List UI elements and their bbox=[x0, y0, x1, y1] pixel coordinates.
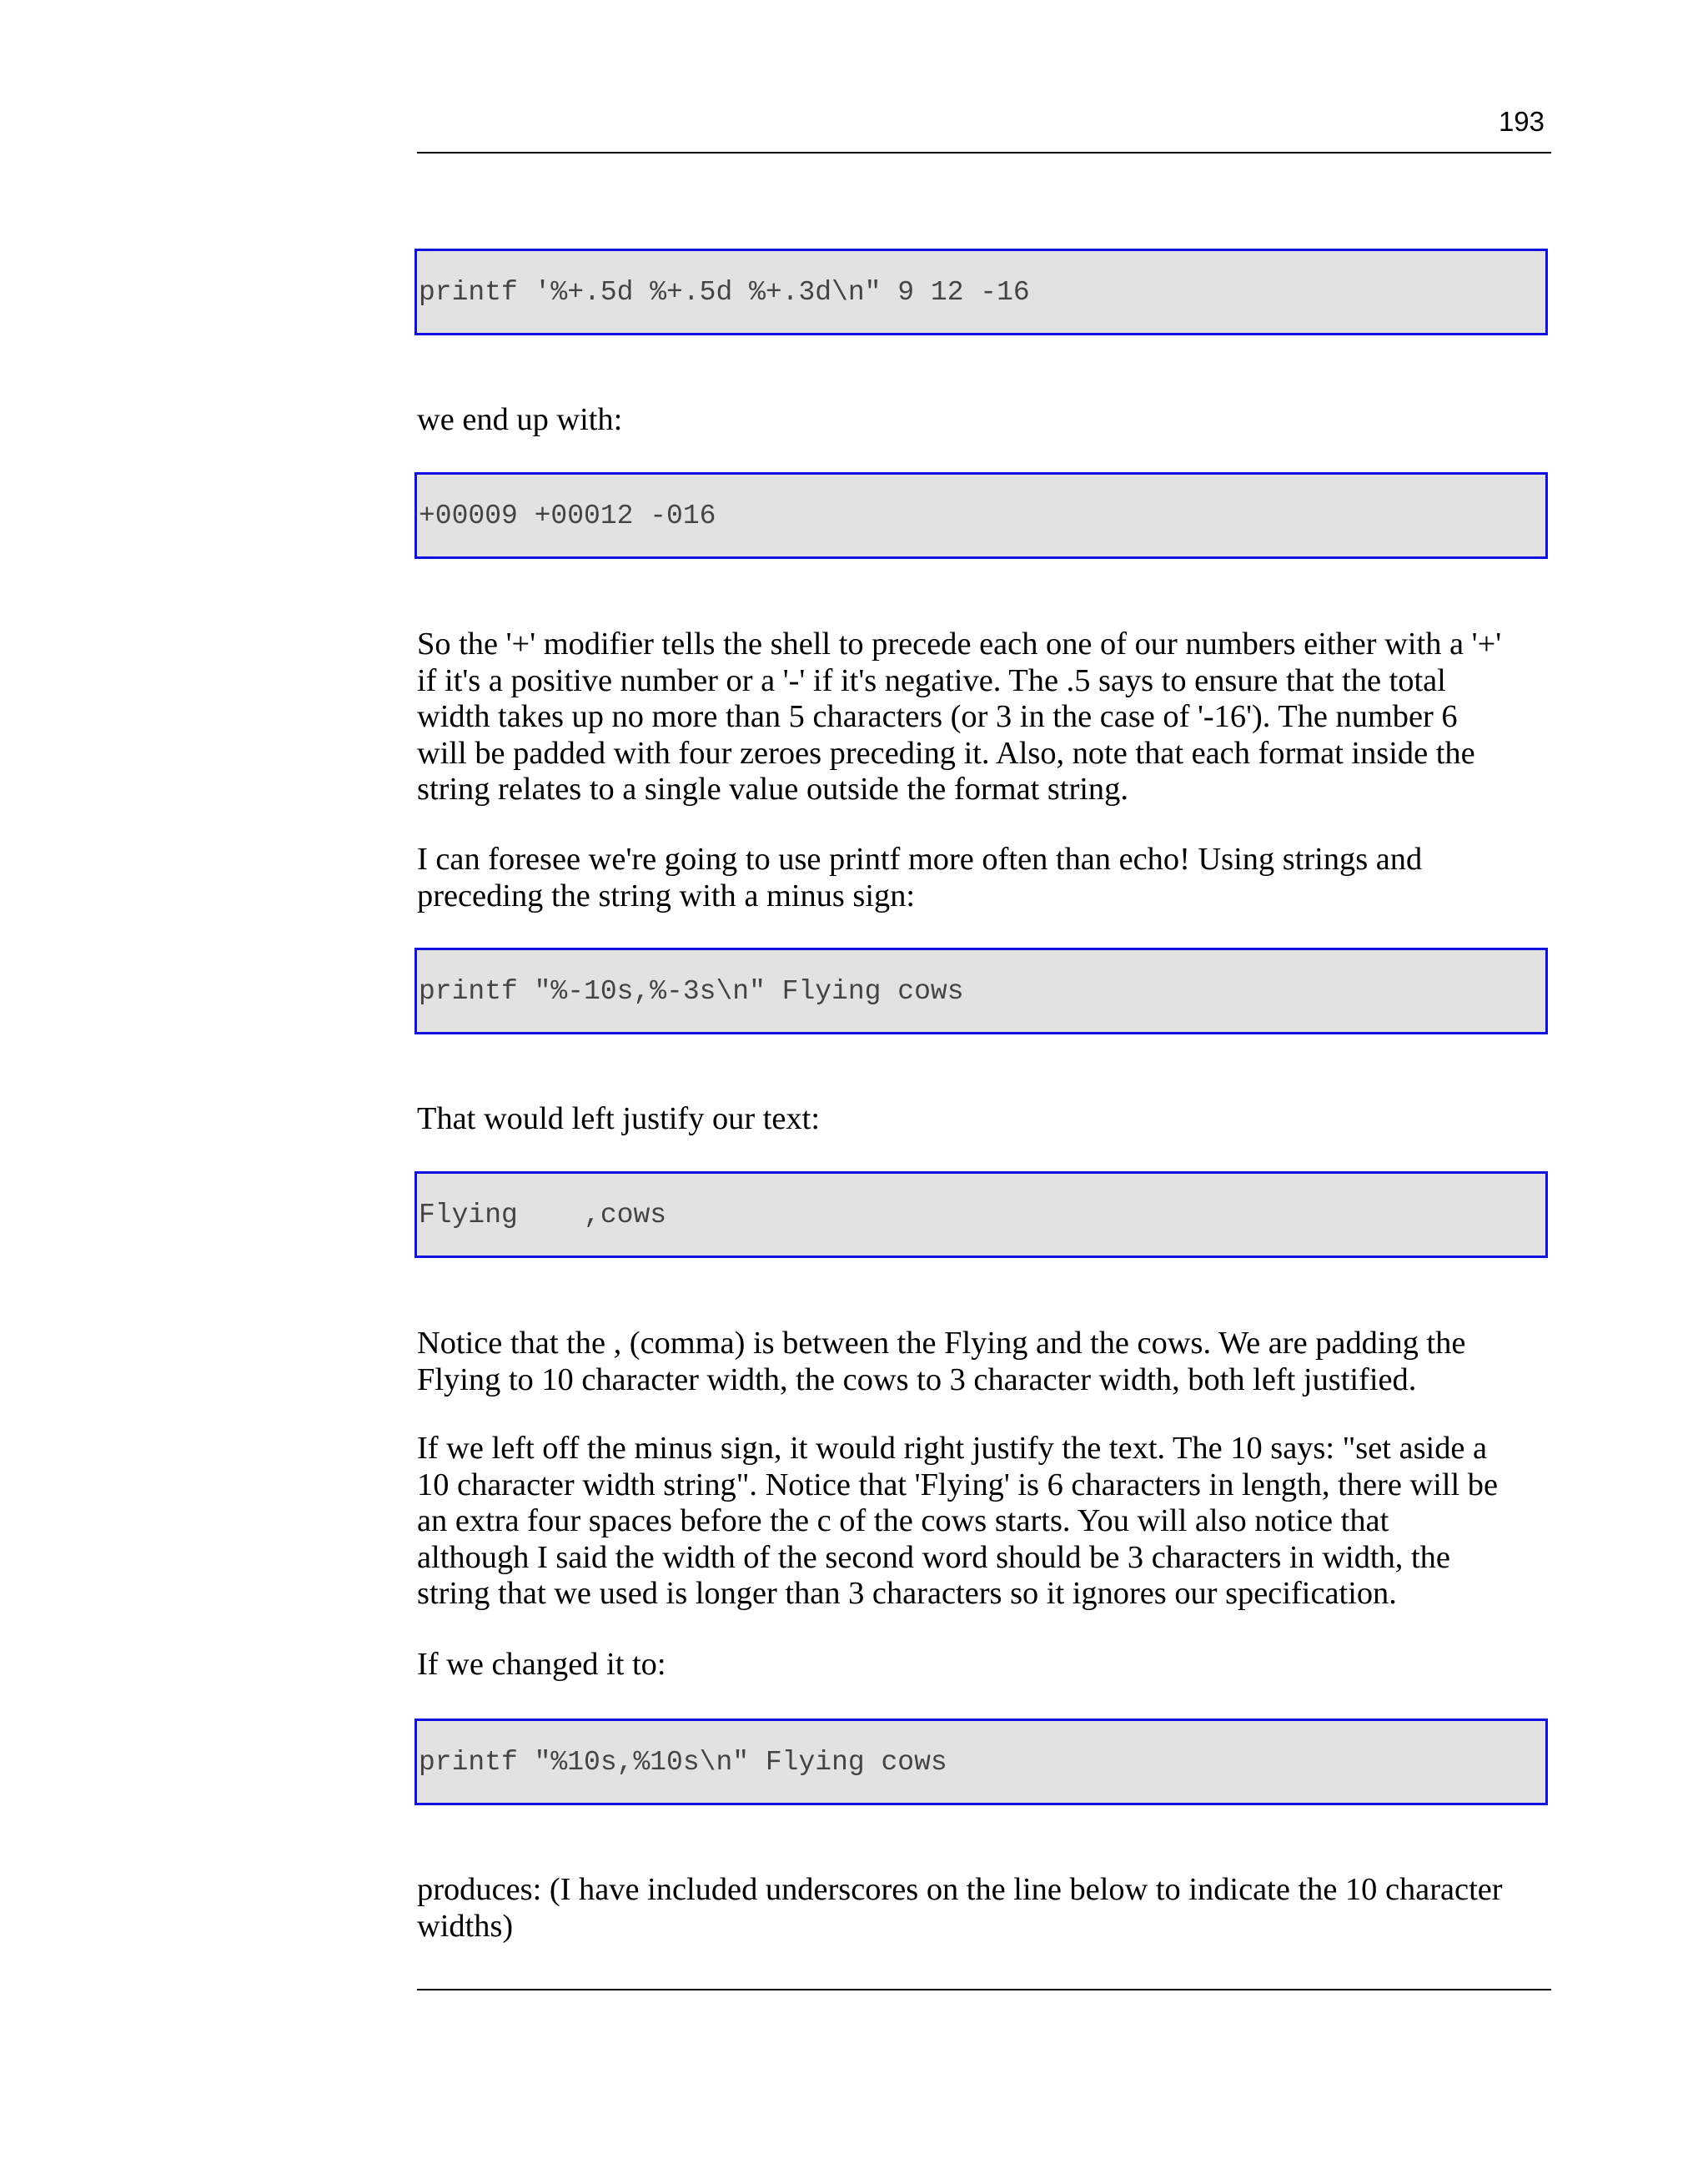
paragraph-plus-modifier: So the '+' modifier tells the shell to precede each one of our numbers either with a '+' if it's a positive number or a '-' if it's negative. The .5 says to ensure that the total width takes up no more than 5 characters (or 3 in the case of '-16'). The number 6 will be padded with four zeroes preceding it. Also, note that each format inside the string relates to a single value outside the format string. bbox=[417, 627, 1502, 807]
paragraph-end-up-with: we end up with: bbox=[417, 402, 623, 437]
paragraph-produces: produces: (I have included underscores on the line below to indicate the 10 character widths) bbox=[417, 1872, 1503, 1944]
page-number: 193 bbox=[1498, 106, 1545, 137]
code-block-printf-plus: printf '%+.5d %+.5d %+.3d\n" 9 12 -16 bbox=[414, 249, 1548, 335]
header-rule bbox=[417, 152, 1551, 153]
paragraph-foresee-printf: I can foresee we're going to use printf more often than echo! Using strings and preceding the string with a minus sign: bbox=[417, 842, 1423, 913]
footer-rule bbox=[417, 1989, 1551, 1990]
code-block-printf-minus: printf "%-10s,%-3s\n" Flying cows bbox=[414, 948, 1548, 1034]
paragraph-changed-it: If we changed it to: bbox=[417, 1647, 666, 1682]
paragraph-comma-notice: Notice that the , (comma) is between the Flying and the cows. We are padding the Flying to 10 character width, the cows to 3 character width, both left justified. bbox=[417, 1326, 1466, 1397]
code-block-output-left: Flying ,cows bbox=[414, 1171, 1548, 1258]
code-block-printf-width: printf "%10s,%10s\n" Flying cows bbox=[414, 1719, 1548, 1805]
code-block-output-plus: +00009 +00012 -016 bbox=[414, 472, 1548, 559]
paragraph-left-justify: That would left justify our text: bbox=[417, 1101, 820, 1136]
paragraph-right-justify: If we left off the minus sign, it would right justify the text. The 10 says: "set aside a 10 character width string". Notice that 'Flying' is 6 characters in length, there will be an extra four spaces before the c of the cows starts. You will also notice that although I said the width of the second word should be 3 characters in width, the string that we used is longer than 3 characters so it ignores our specification. bbox=[417, 1431, 1499, 1611]
